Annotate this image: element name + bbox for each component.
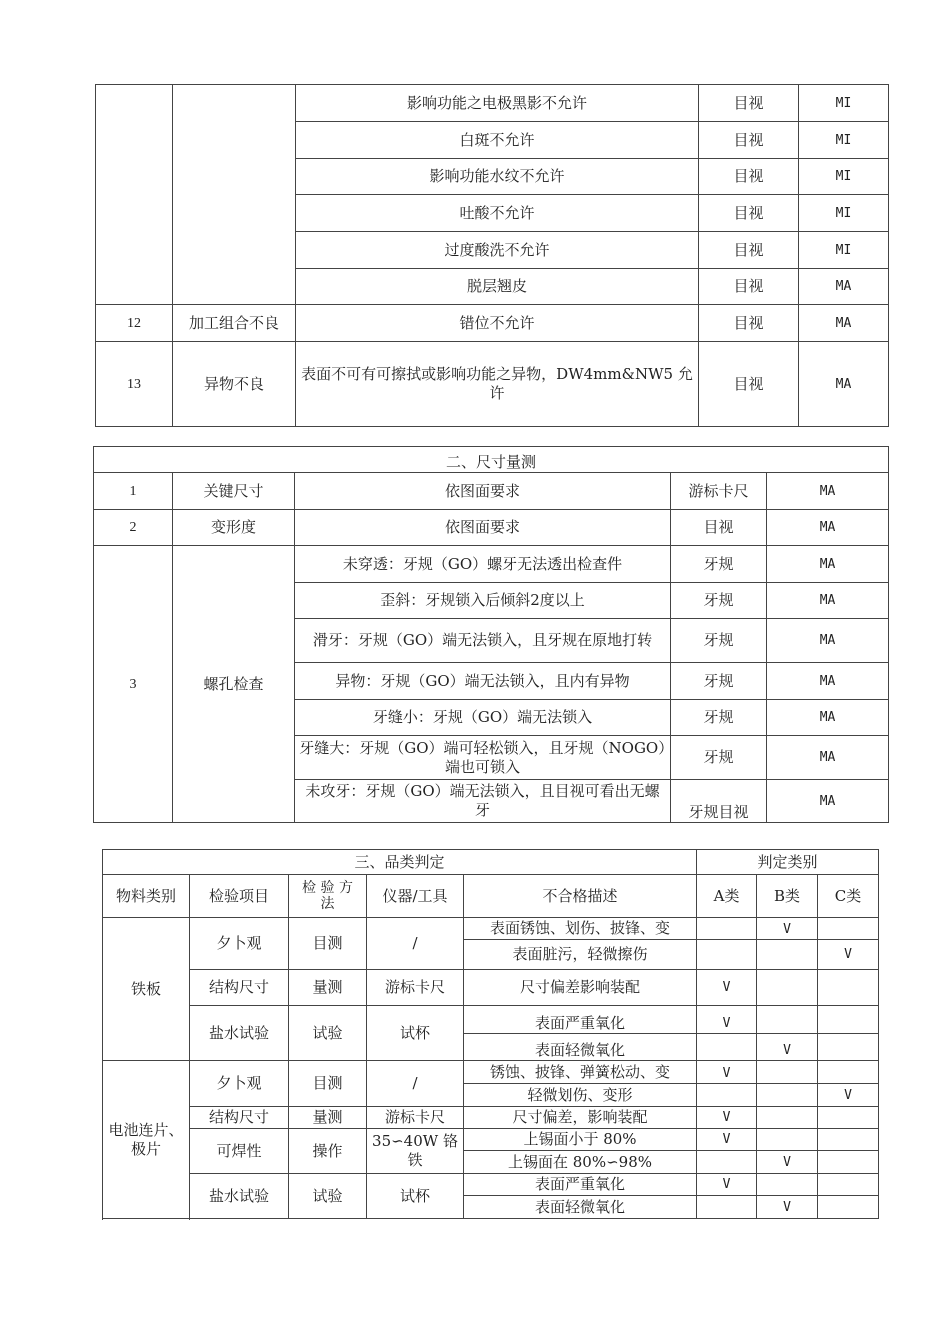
defect-level: MI [799, 232, 889, 269]
class-b-mark [757, 1061, 818, 1084]
item-cell [173, 85, 296, 305]
defect-level: MI [799, 85, 889, 122]
class-c-mark [818, 1129, 879, 1151]
inspection-method: 试验 [289, 1006, 367, 1061]
class-a-mark [697, 1151, 757, 1174]
inspection-tool: / [367, 1061, 464, 1107]
inspection-method: 试验 [289, 1174, 367, 1219]
defect-description: 表面严重氧化 [464, 1006, 697, 1034]
defect-description: 吐酸不允许 [296, 195, 699, 232]
defect-level: MA [767, 619, 889, 663]
class-c-mark [818, 1006, 879, 1034]
defect-description: 轻微划伤、变形 [464, 1084, 697, 1107]
requirement: 异物：牙规（GO）端无法锁入，且内有异物 [295, 663, 671, 700]
defect-level: MA [767, 663, 889, 700]
inspection-tool: 牙规 [671, 583, 767, 619]
material-name: 铁板 [103, 918, 190, 1061]
inspection-tool: 牙规目视 [671, 780, 767, 823]
class-c-mark [818, 1196, 879, 1219]
defect-level: MA [767, 700, 889, 736]
defect-description: 表面不可有可擦拭或影响功能之异物，DW4mm&NW5 允许 [296, 342, 699, 427]
inspection-tool: / [367, 918, 464, 970]
class-a-mark [697, 918, 757, 940]
inspection-method: 目测 [289, 918, 367, 970]
dimension-measurement-table [93, 446, 889, 823]
class-c-mark [818, 970, 879, 1006]
defect-level: MA [767, 473, 889, 510]
item-name: 变形度 [173, 510, 295, 546]
header-material: 物料类别 [103, 875, 190, 918]
class-a-mark [697, 1196, 757, 1219]
inspection-method: 目视 [699, 269, 799, 305]
class-b-mark [757, 1107, 818, 1129]
inspection-item: 夕卜观 [190, 1061, 289, 1107]
inspection-tool: 牙规 [671, 546, 767, 583]
class-a-mark: V [697, 1061, 757, 1084]
inspection-method: 目视 [699, 159, 799, 195]
inspection-tool: 试杯 [367, 1174, 464, 1219]
class-c-mark [818, 1034, 879, 1061]
row-number-cell [96, 85, 173, 305]
inspection-item: 结构尺寸 [190, 970, 289, 1006]
class-b-mark [757, 970, 818, 1006]
inspection-method: 目视 [699, 232, 799, 269]
inspection-method: 目视 [699, 195, 799, 232]
defect-description: 表面严重氧化 [464, 1174, 697, 1196]
judge-category-title: 判定类别 [697, 850, 879, 875]
class-a-mark: V [697, 1174, 757, 1196]
class-a-mark: V [697, 1129, 757, 1151]
class-a-mark: V [697, 970, 757, 1006]
defect-level: MI [799, 159, 889, 195]
defect-description: 表面锈蚀、划伤、披锋、变 [464, 918, 697, 940]
defect-level: MI [799, 122, 889, 159]
class-c-mark [818, 918, 879, 940]
class-a-mark: V [697, 1107, 757, 1129]
inspection-tool: 牙规 [671, 619, 767, 663]
item-name: 加工组合不良 [173, 305, 296, 342]
class-a-mark [697, 1084, 757, 1107]
inspection-tool: 游标卡尺 [671, 473, 767, 510]
class-b-mark [757, 940, 818, 970]
header-class-a: A类 [697, 875, 757, 918]
defect-description: 尺寸偏差影响装配 [464, 970, 697, 1006]
defect-description: 尺寸偏差，影响装配 [464, 1107, 697, 1129]
requirement: 未穿透：牙规（GO）螺牙无法透出检查件 [295, 546, 671, 583]
inspection-item: 夕卜观 [190, 918, 289, 970]
item-name: 异物不良 [173, 342, 296, 427]
row-number: 12 [96, 305, 173, 342]
inspection-item: 盐水试验 [190, 1174, 289, 1219]
inspection-tool: 目视 [671, 510, 767, 546]
section-title: 三、品类判定 [103, 850, 697, 875]
defect-level: MA [799, 269, 889, 305]
header-class-b: B类 [757, 875, 818, 918]
material-name: 电池连片、极片 [103, 1061, 190, 1219]
defect-description: 锈蚀、披锋、弹簧松动、变 [464, 1061, 697, 1084]
class-b-mark: V [757, 1034, 818, 1061]
defect-description: 表面轻微氧化 [464, 1034, 697, 1061]
requirement: 歪斜：牙规锁入后倾斜2度以上 [295, 583, 671, 619]
defect-level: MA [767, 510, 889, 546]
class-b-mark [757, 1129, 818, 1151]
inspection-tool: 试杯 [367, 1006, 464, 1061]
section-title: 二、尺寸量测 [94, 447, 889, 473]
defect-level: MI [799, 195, 889, 232]
requirement: 未攻牙：牙规（GO）端无法锁入，且目视可看出无螺牙 [295, 780, 671, 823]
header-description: 不合格描述 [464, 875, 697, 918]
header-tool: 仪器/工具 [367, 875, 464, 918]
inspection-method: 量测 [289, 1107, 367, 1129]
class-b-mark [757, 1006, 818, 1034]
defect-level: MA [767, 583, 889, 619]
inspection-method: 目视 [699, 305, 799, 342]
header-class-c: C类 [818, 875, 879, 918]
inspection-tool: 游标卡尺 [367, 1107, 464, 1129]
defect-level: MA [767, 780, 889, 823]
class-a-mark: V [697, 1006, 757, 1034]
defect-table-continued [95, 84, 889, 427]
inspection-tool: 游标卡尺 [367, 970, 464, 1006]
item-name: 关键尺寸 [173, 473, 295, 510]
class-c-mark [818, 1107, 879, 1129]
inspection-method: 目测 [289, 1061, 367, 1107]
class-c-mark [818, 1061, 879, 1084]
defect-description: 上锡面在 80%∽98% [464, 1151, 697, 1174]
item-name: 螺孔检查 [173, 546, 295, 823]
inspection-tool: 35∽40W 铬铁 [367, 1129, 464, 1174]
class-b-mark [757, 1174, 818, 1196]
class-c-mark [818, 1174, 879, 1196]
class-a-mark [697, 1034, 757, 1061]
requirement: 依图面要求 [295, 473, 671, 510]
inspection-method: 操作 [289, 1129, 367, 1174]
inspection-method: 量测 [289, 970, 367, 1006]
row-number: 3 [94, 546, 173, 823]
defect-description: 脱层翘皮 [296, 269, 699, 305]
defect-level: MA [799, 342, 889, 427]
class-c-mark: V [818, 1084, 879, 1107]
category-judgement-table [102, 849, 879, 1219]
class-b-mark: V [757, 1196, 818, 1219]
class-b-mark: V [757, 918, 818, 940]
defect-level: MA [767, 736, 889, 780]
requirement: 依图面要求 [295, 510, 671, 546]
inspection-item: 盐水试验 [190, 1006, 289, 1061]
class-c-mark: V [818, 940, 879, 970]
defect-description: 表面轻微氧化 [464, 1196, 697, 1219]
inspection-tool: 牙规 [671, 700, 767, 736]
defect-level: MA [799, 305, 889, 342]
class-a-mark [697, 940, 757, 970]
defect-description: 白斑不允许 [296, 122, 699, 159]
inspection-tool: 牙规 [671, 663, 767, 700]
requirement: 牙缝小：牙规（GO）端无法锁入 [295, 700, 671, 736]
class-b-mark: V [757, 1151, 818, 1174]
inspection-item: 可焊性 [190, 1129, 289, 1174]
defect-description: 过度酸洗不允许 [296, 232, 699, 269]
row-number: 13 [96, 342, 173, 427]
defect-description: 影响功能之电极黑影不允许 [296, 85, 699, 122]
inspection-method: 目视 [699, 85, 799, 122]
inspection-method: 目视 [699, 342, 799, 427]
class-c-mark [818, 1151, 879, 1174]
inspection-tool: 牙规 [671, 736, 767, 780]
row-number: 1 [94, 473, 173, 510]
inspection-item: 结构尺寸 [190, 1107, 289, 1129]
defect-description: 错位不允许 [296, 305, 699, 342]
defect-description: 影响功能水纹不允许 [296, 159, 699, 195]
defect-description: 上锡面小于 80% [464, 1129, 697, 1151]
defect-level: MA [767, 546, 889, 583]
requirement: 滑牙：牙规（GO）端无法锁入，且牙规在原地打转 [295, 619, 671, 663]
defect-description: 表面脏污，轻微擦伤 [464, 940, 697, 970]
class-b-mark [757, 1084, 818, 1107]
header-method: 检 验 方 法 [289, 875, 367, 918]
row-number: 2 [94, 510, 173, 546]
inspection-method: 目视 [699, 122, 799, 159]
requirement: 牙缝大：牙规（GO）端可轻松锁入，且牙规（NOGO）端也可锁入 [295, 736, 671, 780]
header-item: 检验项目 [190, 875, 289, 918]
